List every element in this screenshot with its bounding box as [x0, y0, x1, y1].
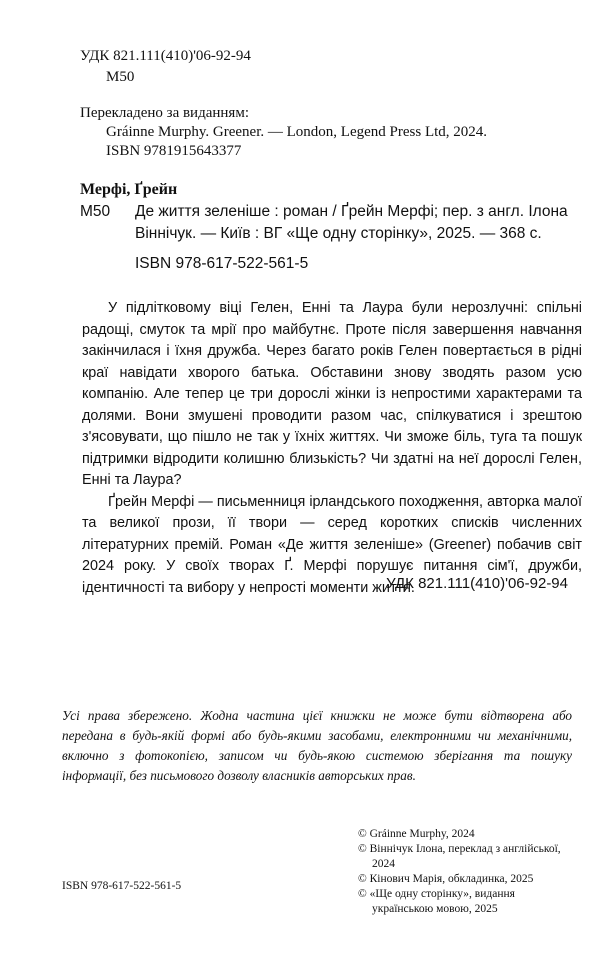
udk-code: УДК 821.111(410)'06-92-94 — [80, 48, 251, 64]
author-sign-code: М50 — [106, 69, 135, 85]
translation-source-block — [80, 104, 487, 161]
catalog-description: Де життя зеленіше : роман / Ґрейн Мерфі; пер. з англ. Ілона Віннічук. — Київ : ВГ «Ще одну сторінку», 2025. — 368 с. — [135, 203, 568, 242]
udk-footer-code: УДК 821.111(410)'06-92-94 — [386, 575, 568, 592]
udk-header-block — [80, 46, 251, 88]
copyright-item: © Віннічук Ілона, переклад з англійської, 2024 — [358, 843, 561, 870]
annotation — [82, 298, 582, 599]
original-edition: Gráinne Murphy. Greener. — London, Legend Press Ltd, 2024. — [106, 124, 488, 140]
annotation-plot: У підлітковому віці Гелен, Енні та Лаура були нерозлучні: спільні радощі, смуток та мрії про майбутнє. Проте після завершення навчання закінчилася і їхня дружба. Через багато років Гелен повертається в рідні краї навідати хворого батька. Обставини знову зводять разом усю компанію. Але тепер це три дорослі жінки із непростими характерами та долями. Вони змушені проводити разом час, спілкуватися і зрештою з'ясовувати, що пішло не так у їхніх життях. Чи зможе біль, туга та пошук підтримки відродити колишню близькість? Чи здатні на неї дорослі Гелен, Енні та Лаура? — [82, 300, 582, 488]
copyright-item: © «Ще одну сторінку», видання українською мовою, 2025 — [358, 888, 515, 915]
copyright-item: © Кінович Марія, обкладинка, 2025 — [358, 873, 534, 885]
catalog-entry — [80, 201, 580, 275]
catalog-code: М50 — [80, 203, 111, 220]
rights-notice: Усі права збережено. Жодна частина цієї книжки не може бути відтворена або передана в будь-якій формі або будь-якими засобами, електронними чи механічними, включно з фотокопією, записом чи будь-якою системою зберігання та пошуку інформації, без письмового дозволу власників авторських прав. — [62, 708, 572, 783]
catalog-isbn: ISBN 978-617-522-561-5 — [135, 255, 309, 272]
annotation-author: Ґрейн Мерфі — письменниця ірландського походження, авторка малої та великої прози, її твори — серед коротких списків численних літературних премій. Роман «Де життя зеленіше» (Greener) побачив світ 2024 року. У своїх творах Ґ. Мерфі порушує питання сім'ї, дружби, ідентичності та вибору у непрості моменти життя. — [82, 493, 582, 596]
original-isbn: ISBN 9781915643377 — [106, 143, 242, 159]
catalog-author: Мерфі, Ґрейн — [80, 181, 178, 198]
translation-heading: Перекладено за виданням: — [80, 105, 249, 121]
copyright-item: © Gráinne Murphy, 2024 — [358, 828, 475, 840]
footer-isbn: ISBN 978-617-522-561-5 — [62, 880, 182, 892]
copyright-list — [358, 827, 578, 917]
